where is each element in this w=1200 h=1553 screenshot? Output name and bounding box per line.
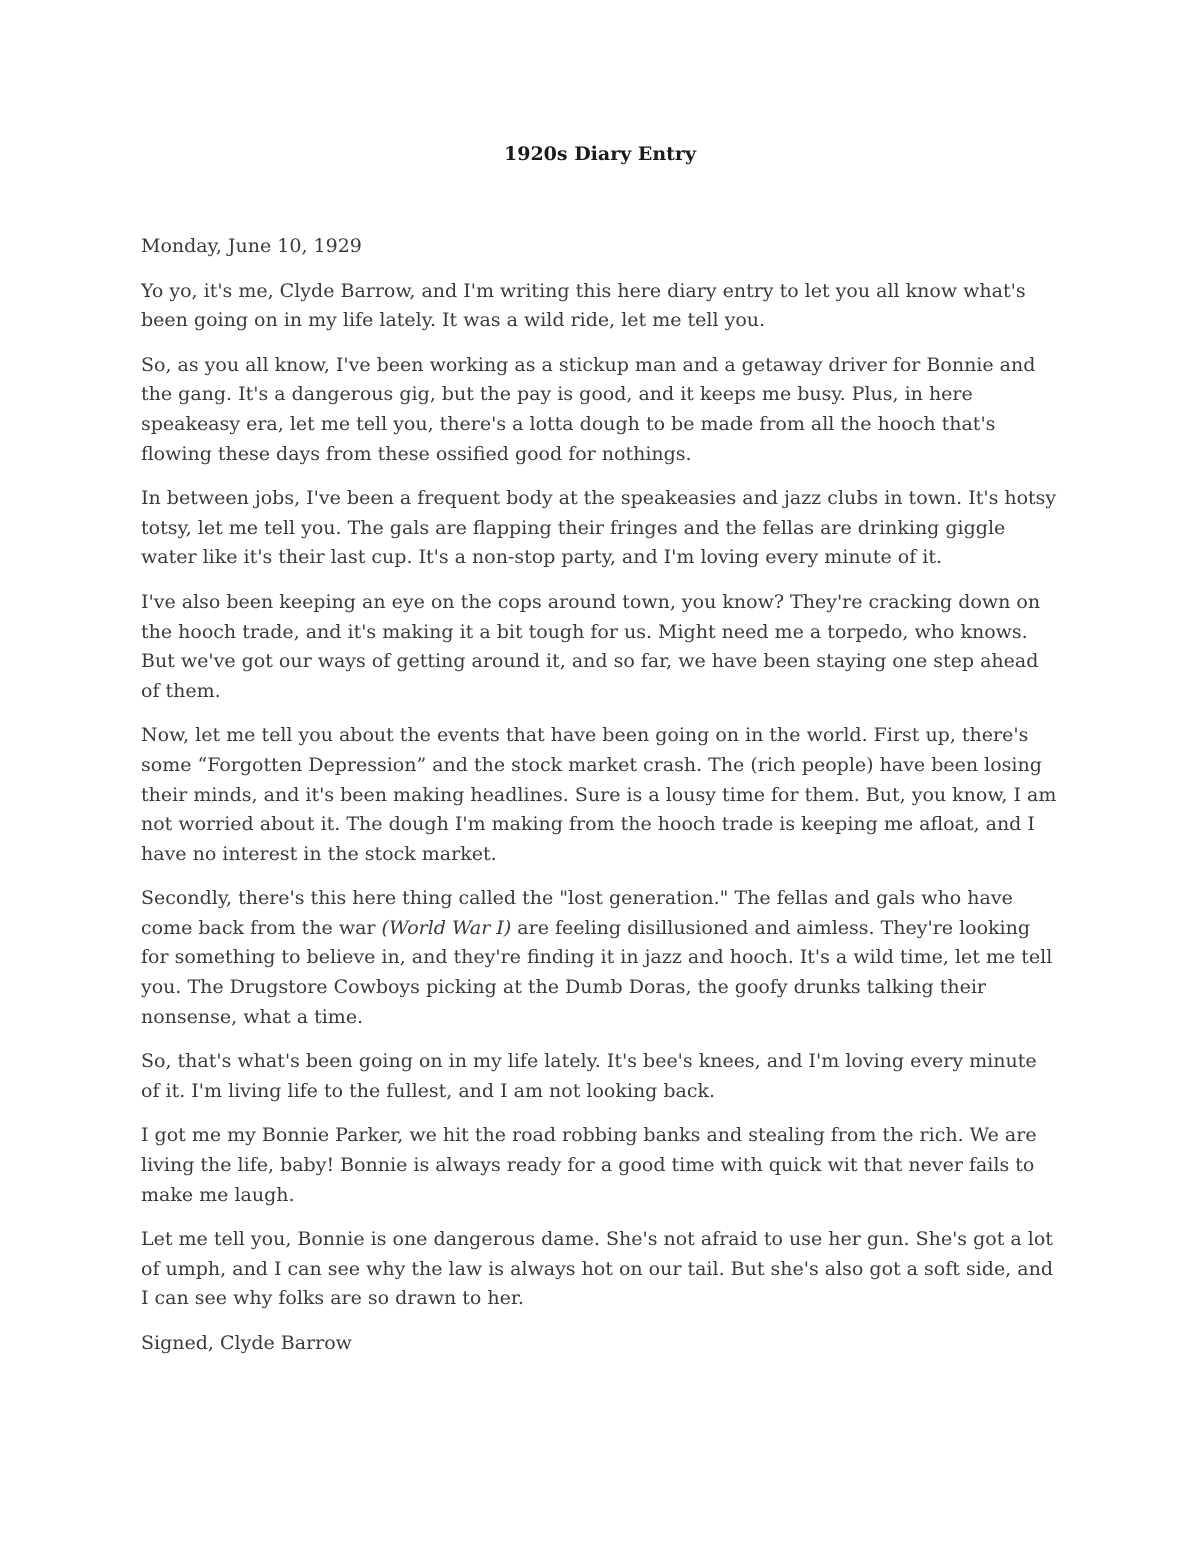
lost-generation-italic: (World War I) — [381, 916, 512, 939]
lost-generation-text-before: Secondly, there's this here thing called the "lost generation." The fellas and gals who have come back from the war — [141, 887, 1013, 939]
document-title: 1920s Diary Entry — [504, 143, 696, 165]
paragraph-cops: I've also been keeping an eye on the cops around town, you know? They're cracking down on the hooch trade, and it's making it a bit tough for us. Might need me a torpedo, who knows. But we've got our ways of getting around it, and so far, we have been staying one step ahead of them. — [141, 590, 1041, 702]
paragraph-intro: Yo yo, it's me, Clyde Barrow, and I'm writing this here diary entry to let you all know what's been going on in my life lately. It was a wild ride, let me tell you. — [141, 279, 1026, 332]
paragraph-speakeasies: In between jobs, I've been a frequent body at the speakeasies and jazz clubs in town. It's hotsy totsy, let me tell you. The gals are flapping their fringes and the fellas are drinking giggle water like it's their last cup. It's a non-stop party, and I'm loving every minute of it. — [141, 487, 1057, 569]
paragraph-bonnie-parker: I got me my Bonnie Parker, we hit the road robbing banks and stealing from the rich. We are living the life, baby! Bonnie is always ready for a good time with quick wit that never fails to make me laugh. — [141, 1124, 1037, 1206]
entry-date: Monday, June 10, 1929 — [141, 235, 362, 257]
paragraph-lost-generation — [141, 884, 1061, 1032]
paragraph-world-events: Now, let me tell you about the events that have been going on in the world. First up, there's some “Forgotten Depression” and the stock market crash. The (rich people) have been losing their minds, and it's been making headlines. Sure is a lousy time for them. But, you know, I am not worried about it. The dough I'm making from the hooch trade is keeping me afloat, and I have no interest in the stock market. — [141, 724, 1057, 865]
diary-body — [141, 232, 1061, 1374]
paragraph-dangerous-dame: Let me tell you, Bonnie is one dangerous dame. She's not afraid to use her gun. She's got a lot of umph, and I can see why the law is always hot on our tail. But she's also got a soft side, and I can see why folks are so drawn to her. — [141, 1228, 1053, 1310]
paragraph-stickup: So, as you all know, I've been working as a stickup man and a getaway driver for Bonnie and the gang. It's a dangerous gig, but the pay is good, and it keeps me busy. Plus, in here speakeasy era, let me tell you, there's a lotta dough to be made from all the hooch that's flowing these days from these ossified good for nothings. — [141, 353, 1036, 465]
lost-generation-text-after: are feeling disillusioned and aimless. They're looking for something to believe in, and they're finding it in jazz and hooch. It's a wild time, let me tell you. The Drugstore Cowboys picking at the Dumb Doras, the goofy drunks talking their nonsense, what a time. — [141, 916, 1053, 1028]
paragraph-summary: So, that's what's been going on in my life lately. It's bee's knees, and I'm loving every minute of it. I'm living life to the fullest, and I am not looking back. — [141, 1050, 1037, 1102]
signature: Signed, Clyde Barrow — [141, 1332, 352, 1354]
